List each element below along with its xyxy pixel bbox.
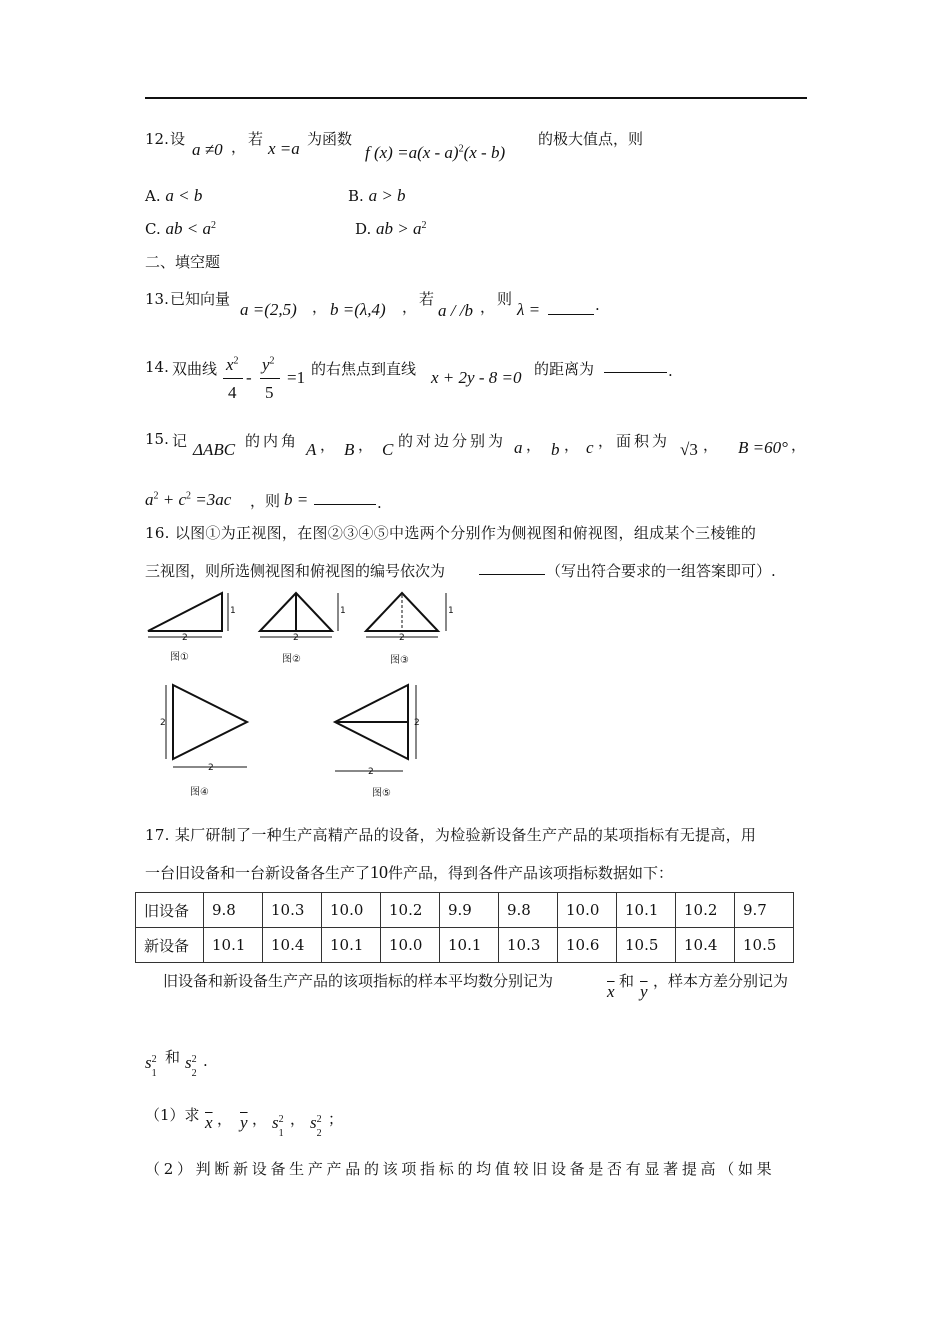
q17-s2sq (185, 1053, 197, 1079)
option-math: ab < a (165, 219, 211, 238)
q14-minus: - (246, 368, 252, 387)
q17-s1sq (272, 1113, 284, 1139)
q17-sup: 2 (151, 1054, 157, 1065)
table-cell: 10.6 (558, 928, 617, 963)
q13-answer-blank[interactable] (548, 300, 594, 315)
table-cell: 10.5 (735, 928, 794, 963)
q15-angle-a: A (306, 440, 317, 459)
q14-fraction-bar (223, 378, 243, 379)
q14-number: 14. (145, 358, 169, 376)
q17-s: s (185, 1053, 192, 1072)
fig3-dim-label: 2 (399, 633, 405, 643)
q16-answer-blank[interactable] (479, 560, 545, 575)
table-cell: 9.7 (735, 893, 794, 928)
table-row (136, 893, 794, 928)
q17-period: . (203, 1052, 208, 1070)
fig2-label: 图② (282, 654, 301, 665)
fig1-dim-label: 2 (182, 633, 188, 643)
q17-s1sq (145, 1053, 157, 1079)
q16-line1: 16. 以图①为正视图，在图②③④⑤中选两个分别作为侧视图和俯视图，组成某个三棱锥的 (145, 524, 757, 542)
header-rule (145, 97, 807, 99)
table-cell: 10.1 (440, 928, 499, 963)
q15-sup: 2 (153, 490, 159, 502)
q12-text: 的极大值点，则 (538, 130, 644, 148)
q12-text: 若 (248, 130, 264, 148)
q12-condition: a ≠0 (192, 140, 223, 159)
q14-x: x (226, 355, 234, 374)
q13-text: 若 (419, 290, 435, 308)
q17-line2-text: 一台旧设备和一台新设备各生产了 (145, 864, 371, 882)
q17-sup: 2 (278, 1114, 284, 1125)
q15-text: ，面积为 (598, 432, 671, 450)
q12-comma: ， (231, 138, 247, 156)
q14-x2 (226, 355, 239, 375)
q17-part1: （1）求 (145, 1106, 200, 1124)
table-cell: 10.1 (322, 928, 381, 963)
q13-period: . (595, 296, 600, 314)
option-a (145, 186, 202, 206)
q14-answer-blank[interactable] (604, 358, 667, 373)
table-cell: 10.1 (617, 893, 676, 928)
q15-triangle: ΔABC (193, 440, 236, 459)
option-b (348, 186, 406, 206)
fig3-dim-label: 1 (448, 606, 454, 616)
q12-text: 为函数 (307, 130, 353, 148)
q14-y2 (262, 355, 275, 375)
fig1-triangle (148, 593, 222, 631)
q13-number: 13. (145, 290, 169, 308)
three-view-figures (140, 585, 470, 815)
option-sup: 2 (421, 220, 427, 231)
fig2-dim-label: 2 (293, 633, 299, 643)
q15-rel-c: + c (162, 490, 187, 509)
q15-sup: 2 (186, 490, 192, 502)
q17-para: ，样本方差分别记为 (653, 972, 789, 990)
q17-xbar: $\overline{x}$ (607, 982, 615, 1001)
q15-number: 15. (145, 430, 169, 448)
q17-line2 (145, 862, 673, 883)
option-math: a < b (165, 186, 203, 205)
q12-text: 设 (170, 130, 186, 148)
q17-ybar: $\overline{y}$ (640, 982, 648, 1001)
q15-angle-c: C (382, 440, 394, 459)
q14-y: y (262, 355, 270, 374)
q13-text: 则 (497, 290, 513, 308)
q17-sup: 2 (191, 1054, 197, 1065)
option-label: B. (348, 187, 364, 205)
q14-den2: 5 (265, 383, 274, 402)
q15-period: . (377, 494, 382, 512)
q17-xbar: $\overline{x}$ (205, 1113, 213, 1132)
q15-text: 的对边分别为 (398, 432, 507, 450)
q16-line2: 三视图，则所选侧视图和俯视图的编号依次为 (145, 562, 446, 580)
q17-ybar: $\overline{y}$ (240, 1113, 248, 1132)
q13-lambda: λ = (517, 300, 541, 319)
option-label: A. (145, 187, 161, 205)
fig5-dim-label: 2 (368, 767, 374, 777)
table-cell: 10.4 (676, 928, 735, 963)
q14-fraction-bar (260, 378, 280, 379)
fig4-label: 图④ (190, 787, 209, 798)
q17-line2-text: 件产品，得到各件产品该项指标数据如下： (388, 864, 674, 882)
q13-vector-a: a =(2,5) (240, 300, 297, 319)
table-row (136, 928, 794, 963)
q13-text: 已知向量 (170, 290, 231, 308)
data-table (135, 892, 794, 963)
q17-s: s (310, 1113, 317, 1132)
q15-b-eq: b = (284, 490, 309, 509)
q14-line-equation: x + 2y - 8 =0 (431, 368, 522, 387)
q14-sup: 2 (269, 355, 275, 367)
q13-parallel: a / /b (438, 301, 473, 320)
q17-part2: （2）判断新设备生产产品的该项指标的均值较旧设备是否有显著提高（如果 (145, 1160, 776, 1178)
option-d (355, 219, 427, 239)
table-cell: 10.0 (381, 928, 440, 963)
q17-s2sq (310, 1113, 322, 1139)
fig2-dim-label: 1 (340, 606, 346, 616)
q14-text: 双曲线 (172, 360, 218, 378)
table-cell: 9.8 (499, 893, 558, 928)
fig5-label: 图⑤ (372, 788, 391, 799)
q15-text: ，则 (250, 492, 281, 510)
q14-eq: =1 (287, 368, 306, 387)
table-cell: 10.0 (558, 893, 617, 928)
option-label: C. (145, 220, 161, 238)
q17-s: s (272, 1113, 279, 1132)
q15-side-b: b (551, 440, 560, 459)
table-cell: 10.3 (263, 893, 322, 928)
q14-den1: 4 (228, 383, 237, 402)
table-cell: 10.1 (204, 928, 263, 963)
section-heading: 二、填空题 (145, 253, 221, 271)
table-cell: 10.4 (263, 928, 322, 963)
table-cell: 10.0 (322, 893, 381, 928)
q17-sub: 1 (151, 1068, 157, 1079)
fig3-label: 图③ (390, 655, 409, 666)
q15-relation (145, 490, 231, 510)
table-cell: 10.2 (676, 893, 735, 928)
option-math: a > b (368, 186, 406, 205)
q16-line2-tail: （写出符合要求的一组答案即可）. (546, 562, 776, 580)
q17-sub: 1 (278, 1128, 284, 1139)
q14-text: 的距离为 (534, 360, 595, 378)
fig4-dim-label: 2 (160, 718, 166, 728)
q15-text: 的内角 (245, 432, 300, 450)
q14-text: 的右焦点到直线 (311, 360, 417, 378)
q12-function-part2: (x - b) (463, 143, 506, 162)
q12-square: 2 (458, 143, 464, 155)
q17-para: 旧设备和新设备生产产品的该项指标的样本平均数分别记为 (163, 972, 554, 990)
q15-b-60: B =60° (738, 438, 788, 457)
q14-sup: 2 (233, 355, 239, 367)
q17-count: 10 (370, 862, 389, 882)
q15-answer-blank[interactable] (314, 490, 376, 505)
q12-x-eq-a: x =a (268, 139, 300, 158)
q12-function (365, 143, 505, 163)
q12-function-part1: f (x) =a(x - a) (365, 143, 459, 162)
option-c (145, 219, 216, 239)
table-cell: 10.5 (617, 928, 676, 963)
q17-sup: 2 (316, 1114, 322, 1125)
q17-and: 和 (619, 972, 635, 990)
q17-and: 和 (165, 1048, 181, 1066)
q17-line1: 17. 某厂研制了一种生产高精产品的设备，为检验新设备生产产品的某项指标有无提高，用 (145, 826, 757, 844)
q15-angle-b: B (344, 440, 355, 459)
q15-rel-a: a (145, 490, 154, 509)
fig1-label: 图① (170, 652, 189, 663)
table-cell: 10.2 (381, 893, 440, 928)
option-label: D. (355, 220, 372, 238)
q15-side-c: c (586, 438, 594, 457)
fig5-dim-label: 2 (414, 718, 420, 728)
q14-period: . (668, 362, 673, 380)
q15-text: 记 (172, 432, 188, 450)
table-cell: 10.3 (499, 928, 558, 963)
q15-side-a: a (514, 438, 523, 457)
q17-sub: 2 (191, 1068, 197, 1079)
q12-number: 12. (145, 130, 169, 148)
q17-s: s (145, 1053, 152, 1072)
q17-semicolon: ； (328, 1110, 344, 1128)
fig4-triangle (173, 685, 247, 759)
option-sup: 2 (210, 220, 216, 231)
option-math: ab > a (376, 219, 422, 238)
row-label: 新设备 (136, 928, 204, 963)
table-cell: 9.9 (440, 893, 499, 928)
fig4-dim-label: 2 (208, 763, 214, 773)
q15-sqrt3: √3 (680, 440, 698, 459)
fig1-dim-label: 1 (230, 606, 236, 616)
q17-sub: 2 (316, 1128, 322, 1139)
q13-vector-b: b =(λ,4) (330, 300, 386, 319)
q15-rel-3ac: =3ac (195, 490, 232, 509)
table-cell: 9.8 (204, 893, 263, 928)
row-label: 旧设备 (136, 893, 204, 928)
